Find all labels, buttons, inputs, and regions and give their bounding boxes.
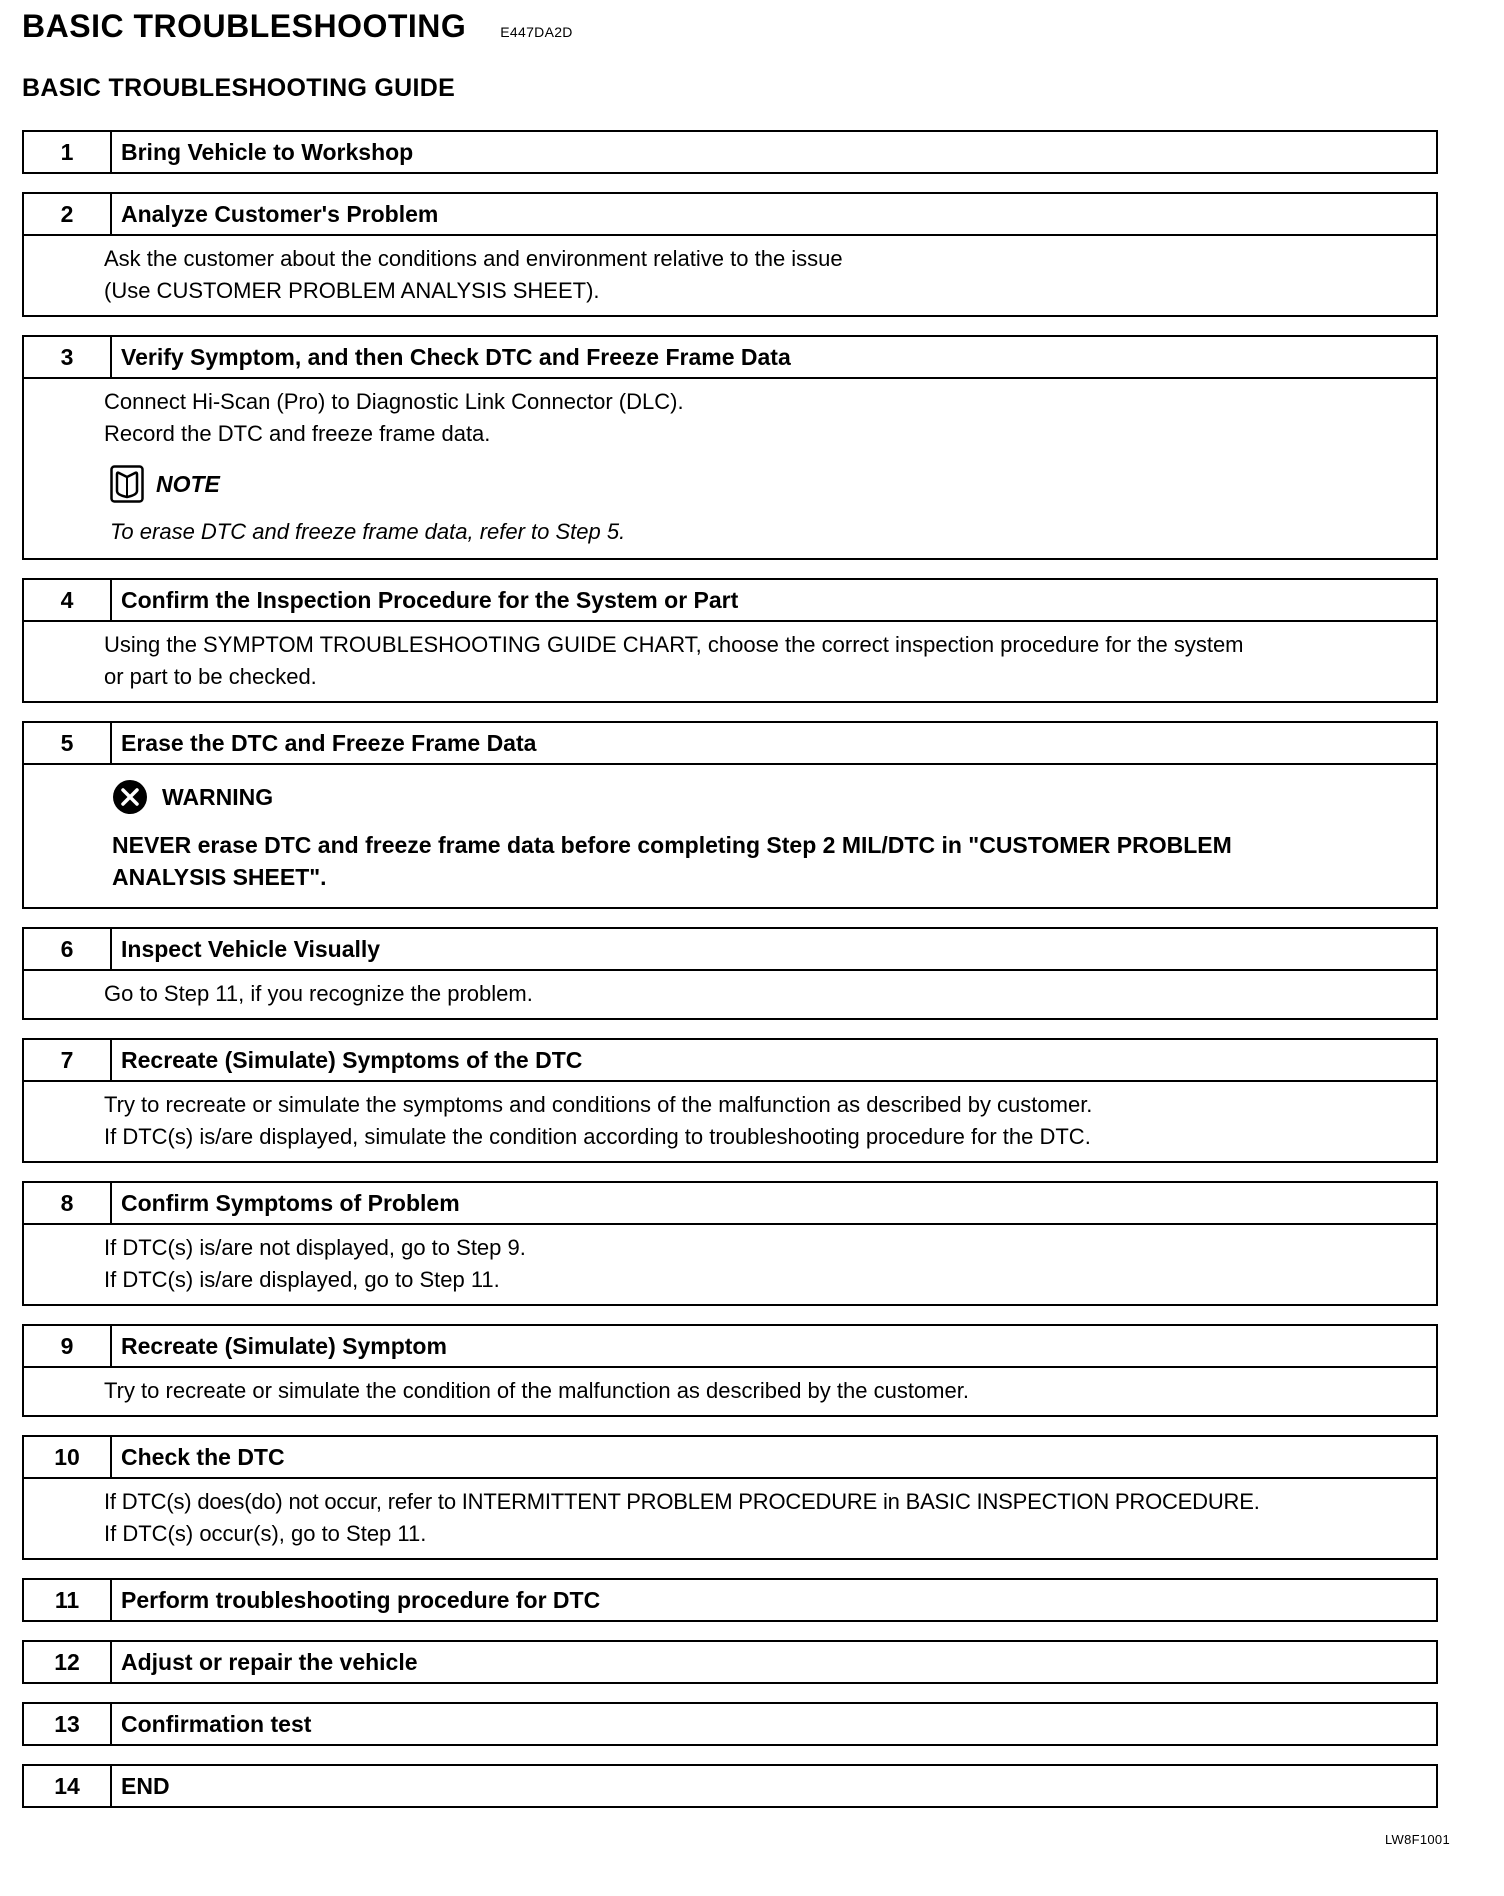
step-body [24,1366,1436,1415]
note-text: To erase DTC and freeze frame data, refer to Step 5. [110,519,626,544]
step-header [24,337,1436,377]
step-9 [22,1324,1438,1417]
step-text: Using the SYMPTOM TROUBLESHOOTING GUIDE CHART, choose the correct inspection procedure for the system [104,632,1244,657]
step-header [24,723,1436,763]
step-number: 14 [24,1766,112,1806]
step-header [24,1326,1436,1366]
step-number: 2 [24,194,112,234]
step-title: Verify Symptom, and then Check DTC and Freeze Frame Data [121,343,791,370]
note-label: NOTE [156,471,220,497]
troubleshooting-steps [22,130,1438,1826]
step-title: Recreate (Simulate) Symptoms of the DTC [121,1046,583,1073]
warning-callout [104,765,1428,907]
step-2 [22,192,1438,317]
step-5 [22,721,1438,909]
page-title: BASIC TROUBLESHOOTING [22,8,467,44]
step-header [24,1766,1436,1806]
step-12 [22,1640,1438,1684]
note-header [110,464,1428,504]
step-header [24,1704,1436,1744]
step-number: 5 [24,723,112,763]
step-title: Erase the DTC and Freeze Frame Data [121,729,537,756]
step-number: 7 [24,1040,112,1080]
step-3 [22,335,1438,560]
step-header [24,132,1436,172]
step-number: 6 [24,929,112,969]
warning-header [112,777,1428,817]
figure-code: LW8F1001 [1384,1832,1450,1847]
step-1 [22,130,1438,174]
step-body [24,377,1436,558]
step-title: Analyze Customer's Problem [121,200,439,227]
step-title: Check the DTC [121,1443,285,1470]
step-text: Record the DTC and freeze frame data. [104,421,491,446]
step-text: If DTC(s) is/are not displayed, go to Step 9. [104,1235,526,1260]
step-14 [22,1764,1438,1808]
step-body [24,1080,1436,1161]
step-header [24,580,1436,620]
step-title: Confirm the Inspection Procedure for the System or Part [121,586,739,613]
step-header [24,929,1436,969]
step-header [24,1183,1436,1223]
step-title: Recreate (Simulate) Symptom [121,1332,447,1359]
step-text: Try to recreate or simulate the condition of the malfunction as described by the customer. [104,1378,969,1403]
step-text: Go to Step 11, if you recognize the problem. [104,981,533,1006]
step-title: Bring Vehicle to Workshop [121,138,414,165]
step-number: 13 [24,1704,112,1744]
step-header [24,1580,1436,1620]
step-body [24,763,1436,907]
step-number: 1 [24,132,112,172]
step-title: Confirm Symptoms of Problem [121,1189,460,1216]
step-body [24,969,1436,1018]
x-circle-icon [112,779,148,815]
step-text: Ask the customer about the conditions and environment relative to the issue [104,246,843,271]
step-7 [22,1038,1438,1163]
step-text: Connect Hi-Scan (Pro) to Diagnostic Link Connector (DLC). [104,389,684,414]
step-8 [22,1181,1438,1306]
step-title: Inspect Vehicle Visually [121,935,381,962]
step-number: 3 [24,337,112,377]
step-title: Confirmation test [121,1710,312,1737]
step-text: (Use CUSTOMER PROBLEM ANALYSIS SHEET). [104,278,600,303]
document-code: E447DA2D [500,24,573,40]
page-header [22,8,573,45]
step-text: If DTC(s) occur(s), go to Step 11. [104,1521,427,1546]
step-number: 12 [24,1642,112,1682]
step-body [24,620,1436,701]
step-text: or part to be checked. [104,664,317,689]
warning-label: WARNING [162,784,274,810]
step-text: Try to recreate or simulate the symptoms and conditions of the malfunction as described by customer. [104,1092,1093,1117]
step-11 [22,1578,1438,1622]
step-header [24,1040,1436,1080]
step-text: If DTC(s) is/are displayed, go to Step 11. [104,1267,500,1292]
step-header [24,1642,1436,1682]
book-icon [110,465,144,503]
step-number: 8 [24,1183,112,1223]
step-4 [22,578,1438,703]
note-callout [104,464,1428,548]
step-number: 10 [24,1437,112,1477]
step-text: If DTC(s) is/are displayed, simulate the condition according to troubleshooting procedure for the DTC. [104,1124,1091,1149]
step-title: END [121,1772,170,1799]
warning-text [112,829,1428,893]
step-title: Adjust or repair the vehicle [121,1648,418,1675]
warning-line: ANALYSIS SHEET". [112,864,327,890]
warning-line: NEVER erase DTC and freeze frame data before completing Step 2 MIL/DTC in "CUSTOMER PROBLEM [112,832,1232,858]
section-title: BASIC TROUBLESHOOTING GUIDE [22,74,456,102]
step-header [24,194,1436,234]
step-number: 9 [24,1326,112,1366]
step-number: 4 [24,580,112,620]
step-10 [22,1435,1438,1560]
step-number: 11 [24,1580,112,1620]
step-6 [22,927,1438,1020]
step-text: If DTC(s) does(do) not occur, refer to INTERMITTENT PROBLEM PROCEDURE in BASIC INSPECTION PROCEDURE. [104,1489,1260,1514]
step-body [24,234,1436,315]
step-header [24,1437,1436,1477]
step-13 [22,1702,1438,1746]
step-title: Perform troubleshooting procedure for DTC [121,1586,601,1613]
step-body [24,1477,1436,1558]
step-body [24,1223,1436,1304]
